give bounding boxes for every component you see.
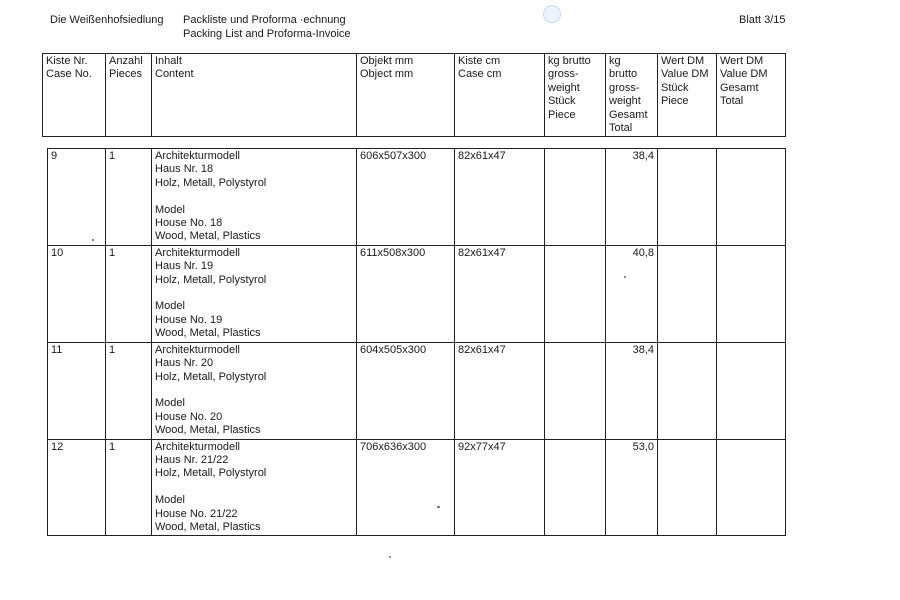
weight-total-cell: 40,8 [606, 245, 658, 342]
content-line: Holz, Metall, Polystyrol [155, 467, 267, 480]
value-piece-cell [658, 245, 717, 342]
content-line: Haus Nr. 21/22 [155, 453, 229, 466]
punch-hole-mark [543, 5, 561, 23]
content-line: Wood, Metal, Plastics [155, 424, 261, 437]
header-object-mm-en: Object mm [360, 68, 414, 81]
content-line [155, 287, 353, 300]
weight-piece-cell [545, 439, 606, 536]
content-line: House No. 19 [155, 313, 223, 326]
header-line: Wert DM [661, 55, 705, 67]
weight-total-cell: 53,0 [606, 439, 658, 536]
content-cell [152, 245, 357, 342]
pieces-cell: 1 [106, 245, 152, 342]
content-line: Architekturmodell [155, 440, 240, 453]
case-number-cell: 12 [48, 439, 106, 536]
header-line: Value DM [720, 68, 768, 81]
value-piece-cell [658, 149, 717, 246]
content-line: House No. 21/22 [155, 507, 238, 520]
document-title-english: Packing List and Proforma-Invoice [183, 28, 351, 40]
header-line: kg brutto [548, 55, 591, 67]
header-value-piece [658, 54, 717, 137]
header-line: Piece [661, 95, 689, 108]
scan-speck [624, 276, 626, 278]
table-row [48, 245, 786, 342]
sheet-number: Blatt 3/15 [739, 14, 786, 26]
header-content [152, 54, 357, 137]
header-line: kg [609, 55, 621, 67]
content-line [155, 384, 353, 397]
header-case-cm-en: Case cm [458, 68, 502, 81]
content-line: Holz, Metall, Polystyrol [155, 273, 267, 286]
content-line: Haus Nr. 18 [155, 163, 214, 176]
content-line: House No. 18 [155, 217, 223, 230]
header-line: gross- [548, 68, 579, 81]
value-piece-cell [658, 342, 717, 439]
header-case-cm [455, 54, 545, 137]
header-line: weight [609, 95, 641, 108]
header-object-mm [357, 54, 455, 137]
weight-piece-cell [545, 342, 606, 439]
scan-speck [92, 239, 94, 241]
header-line: Stück [661, 81, 689, 94]
case-number-cell: 10 [48, 245, 106, 342]
content-line [155, 190, 353, 203]
table-row [48, 149, 786, 246]
table-row [48, 439, 786, 536]
document-title-german: Packliste und Proforma ·echnung [183, 14, 346, 26]
content-cell [152, 342, 357, 439]
content-line: Architekturmodell [155, 246, 240, 259]
value-total-cell [717, 342, 786, 439]
header-case-no-de: Kiste Nr. [46, 55, 88, 67]
weight-total-cell: 38,4 [606, 149, 658, 246]
weight-piece-cell [545, 149, 606, 246]
content-line [155, 481, 353, 494]
scan-speck [437, 506, 440, 508]
object-dimensions-cell: 611x508x300 [357, 245, 455, 342]
case-dimensions-cell: 82x61x47 [455, 245, 545, 342]
header-content-de: Inhalt [155, 55, 182, 67]
content-line: Wood, Metal, Plastics [155, 520, 261, 533]
object-dimensions-cell: 606x507x300 [357, 149, 455, 246]
header-line: Piece [548, 108, 576, 121]
header-line: Wert DM [720, 55, 764, 67]
header-line: weight [548, 81, 580, 94]
header-line: Gesamt [720, 81, 759, 94]
header-pieces [106, 54, 152, 137]
content-line: Model [155, 300, 185, 313]
object-dimensions-cell: 706x636x300 [357, 439, 455, 536]
content-line: Haus Nr. 19 [155, 260, 214, 273]
content-cell [152, 439, 357, 536]
object-dimensions-cell: 604x505x300 [357, 342, 455, 439]
content-line: Architekturmodell [155, 150, 240, 162]
header-line: brutto [609, 68, 638, 81]
value-piece-cell [658, 439, 717, 536]
content-line: Model [155, 494, 185, 507]
content-line: Model [155, 203, 185, 216]
packing-list-table [47, 148, 786, 536]
header-object-mm-de: Objekt mm [360, 55, 414, 67]
value-total-cell [717, 149, 786, 246]
header-content-en: Content [155, 68, 194, 81]
project-title: Die Weißenhofsiedlung [50, 14, 164, 26]
pieces-cell: 1 [106, 149, 152, 246]
value-total-cell [717, 245, 786, 342]
case-number-cell: 9 [48, 149, 106, 246]
content-line: Holz, Metall, Polystyrol [155, 370, 267, 383]
case-dimensions-cell: 82x61x47 [455, 342, 545, 439]
header-case-no-en: Case No. [46, 68, 92, 81]
header-line: Gesamt [609, 108, 648, 121]
case-dimensions-cell: 82x61x47 [455, 149, 545, 246]
content-line: Wood, Metal, Plastics [155, 327, 261, 340]
header-pieces-en: Pieces [109, 68, 143, 81]
content-line: Wood, Metal, Plastics [155, 230, 261, 243]
header-line: Stück [548, 95, 576, 108]
column-header-table [42, 53, 786, 137]
header-pieces-de: Anzahl [109, 55, 143, 67]
header-case-no [43, 54, 106, 137]
content-cell [152, 149, 357, 246]
header-line: gross- [609, 81, 640, 94]
weight-total-cell: 38,4 [606, 342, 658, 439]
case-number-cell: 11 [48, 342, 106, 439]
header-value-total [717, 54, 786, 137]
pieces-cell: 1 [106, 439, 152, 536]
header-line: Total [720, 95, 744, 108]
table-row [48, 342, 786, 439]
value-total-cell [717, 439, 786, 536]
content-line: Holz, Metall, Polystyrol [155, 176, 267, 189]
header-kg-piece [545, 54, 606, 137]
content-line: House No. 20 [155, 410, 223, 423]
header-kg-total [606, 54, 658, 137]
content-line: Haus Nr. 20 [155, 357, 214, 370]
header-case-cm-de: Kiste cm [458, 55, 501, 67]
content-line: Architekturmodell [155, 343, 240, 356]
header-line: Total [609, 122, 633, 135]
weight-piece-cell [545, 245, 606, 342]
pieces-cell: 1 [106, 342, 152, 439]
content-line: Model [155, 397, 185, 410]
scan-speck [389, 556, 391, 558]
case-dimensions-cell: 92x77x47 [455, 439, 545, 536]
header-line: Value DM [661, 68, 709, 81]
